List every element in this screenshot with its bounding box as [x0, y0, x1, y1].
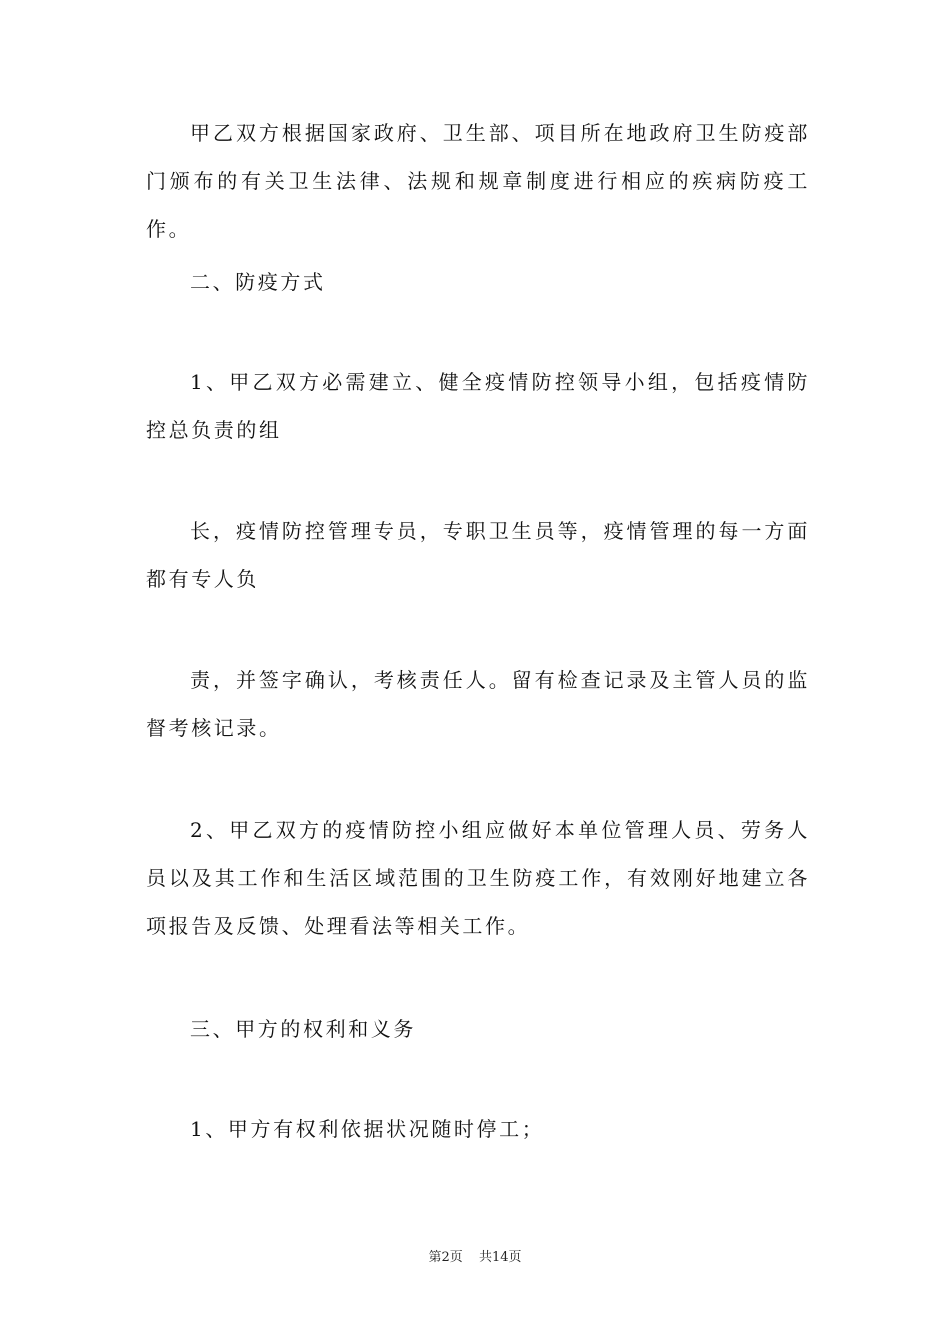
section-heading-2: 二、防疫方式	[190, 270, 326, 294]
paragraph-item-1b: 长，疫情防控管理专员，专职卫生员等，疫情管理的每一方面都有专人负	[146, 519, 810, 591]
page-footer	[0, 1246, 950, 1265]
paragraph-item-1a: 1、甲乙双方必需建立、健全疫情防控领导小组，包括疫情防控总负责的组	[146, 370, 810, 442]
paragraph-item-2: 2、甲乙双方的疫情防控小组应做好本单位管理人员、劳务人员以及其工作和生活区域范围的卫生防疫工作，有效刚好地建立各项报告及反馈、处理看法等相关工作。	[146, 818, 810, 938]
section-heading-3: 三、甲方的权利和义务	[190, 1017, 416, 1041]
paragraph-intro: 甲乙双方根据国家政府、卫生部、项目所在地政府卫生防疫部门颁布的有关卫生法律、法规和规章制度进行相应的疾病防疫工作。	[146, 121, 810, 241]
paragraph-item-3-1: 1、甲方有权利依据状况随时停工；	[190, 1117, 545, 1141]
page-number: 第2页	[428, 1250, 463, 1265]
page-total: 共14页	[478, 1250, 522, 1265]
paragraph-item-1c: 责，并签字确认，考核责任人。留有检查记录及主管人员的监督考核记录。	[146, 668, 810, 740]
